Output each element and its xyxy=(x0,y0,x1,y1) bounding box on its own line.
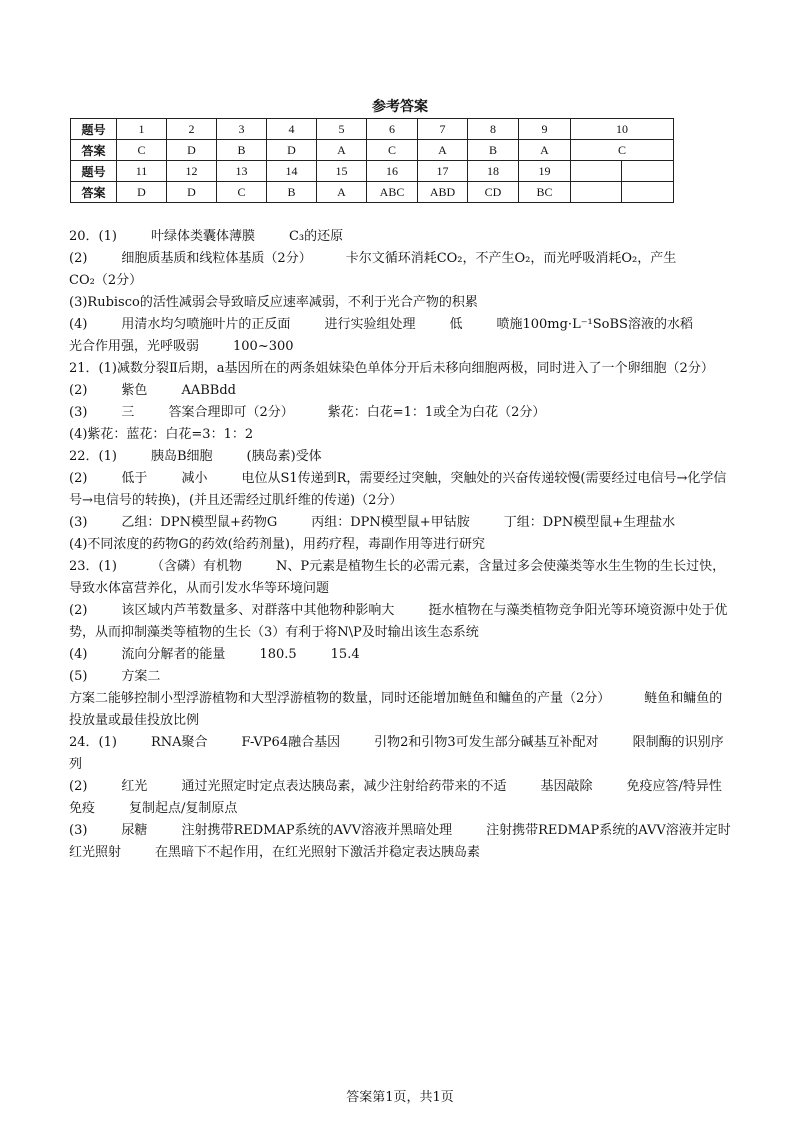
table-cell: 10 xyxy=(571,119,674,140)
table-cell: A xyxy=(418,140,468,161)
answer-line xyxy=(69,270,733,292)
answer-text: 鲢鱼和鳙鱼的投放量或最佳投放比例 xyxy=(69,691,723,728)
answer-text: 红光 xyxy=(121,779,148,794)
table-cell: 13 xyxy=(217,161,267,182)
answer-text: 电位从S1传递到R，需要经过突触，突触处的兴奋传递较慢(需要经过电信号→化学信号→电信号的转换)，(并且还需经过肌纤维的传递)（2分） xyxy=(69,471,727,508)
answer-line xyxy=(69,226,733,248)
question-number: (2) xyxy=(69,603,88,618)
answer-content xyxy=(69,226,733,864)
answer-text: 紫花：白花=1：1或全为白花（2分） xyxy=(327,405,546,420)
page-title: 参考答案 xyxy=(372,99,428,115)
answer-text: 在黑暗下不起作用，在红光照射下激活并稳定表达胰岛素 xyxy=(155,845,481,860)
table-cell: 6 xyxy=(367,119,418,140)
table-cell: 2 xyxy=(167,119,217,140)
table-row xyxy=(71,161,674,182)
answer-line xyxy=(69,732,733,776)
question-number: (3) xyxy=(69,515,88,530)
table-row xyxy=(71,119,674,140)
question-number: 20．(1) xyxy=(69,229,117,244)
answer-text: 注射携带REDMAP系统的AVV溶液并定时红光照射 xyxy=(69,823,731,860)
table-cell xyxy=(622,182,674,203)
answer-text: 乙组：DPN模型鼠+药物G xyxy=(121,515,278,530)
answer-line xyxy=(69,468,733,512)
answer-text: (3)Rubisco的活性减弱会导致暗反应速率减弱，不利于光合产物的积累 xyxy=(69,295,478,310)
answer-label: 答案 xyxy=(71,140,117,161)
answer-line xyxy=(69,336,733,358)
table-cell: 8 xyxy=(468,119,519,140)
table-cell: 5 xyxy=(317,119,367,140)
answer-text: 基因敲除 xyxy=(540,779,593,794)
answer-text: 180.5 xyxy=(259,647,297,662)
answer-text: (胰岛素)受体 xyxy=(246,449,322,464)
answer-text: RNA聚合 xyxy=(150,735,208,750)
answer-line xyxy=(69,358,733,380)
table-cell: 16 xyxy=(367,161,418,182)
page-footer: 答案第1页，共1页 xyxy=(346,1090,454,1105)
answer-text: (4)紫花：蓝花：白花=3：1：2 xyxy=(69,427,254,442)
answer-text: C₃的还原 xyxy=(288,229,344,244)
answer-text: 引物2和引物3可发生部分碱基互补配对 xyxy=(374,735,599,750)
table-cell: 12 xyxy=(167,161,217,182)
answer-line xyxy=(69,314,733,336)
table-cell: 14 xyxy=(267,161,317,182)
answer-text: 紫色 xyxy=(121,383,148,398)
answer-text: 挺水植物在与藻类植物竞争阳光等环境资源中处于优势，从而抑制藻类等植物的生长（3）有利于将N\P及时输出该生态系统 xyxy=(69,603,728,640)
answer-text: 答案合理即可（2分） xyxy=(168,405,294,420)
answer-line xyxy=(69,446,733,468)
table-cell: ABC xyxy=(367,182,418,203)
answer-table xyxy=(70,118,674,203)
answer-text: 21．(1)减数分裂Ⅱ后期，a基因所在的两条姐妹染色单体分开后未移向细胞两极，同时进入了一个卵细胞（2分） xyxy=(69,361,714,376)
answer-text: 丙组：DPN模型鼠+甲钴胺 xyxy=(311,515,470,530)
answer-text: 15.4 xyxy=(330,647,360,662)
table-cell: C xyxy=(217,182,267,203)
question-number: 22．(1) xyxy=(69,449,117,464)
header-label: 题号 xyxy=(71,119,117,140)
table-cell xyxy=(571,161,622,182)
answer-text: 卡尔文循环消耗CO₂，不产生O₂，而光呼吸消耗O₂，产生 xyxy=(345,251,677,266)
table-cell: D xyxy=(267,140,317,161)
question-number: (4) xyxy=(69,647,88,662)
answer-text: 限制酶的识别序列 xyxy=(69,735,724,772)
table-cell: 18 xyxy=(468,161,519,182)
answer-text: （含磷）有机物 xyxy=(150,559,242,574)
answer-text: F-VP64融合基因 xyxy=(241,735,341,750)
answer-line xyxy=(69,292,733,314)
table-cell: C xyxy=(367,140,418,161)
answer-line xyxy=(69,644,733,666)
answer-line xyxy=(69,556,733,600)
question-number: (2) xyxy=(69,251,88,266)
table-row xyxy=(71,182,674,203)
answer-text: 三 xyxy=(121,405,135,420)
table-cell xyxy=(622,161,674,182)
answer-text: 尿糖 xyxy=(121,823,148,838)
table-cell: D xyxy=(167,140,217,161)
answer-line xyxy=(69,402,733,424)
table-cell: B xyxy=(267,182,317,203)
answer-text: 该区域内芦苇数量多、对群落中其他物种影响大 xyxy=(121,603,395,618)
answer-text: 光合作用强，光呼吸弱 xyxy=(69,339,200,354)
table-cell: 9 xyxy=(519,119,571,140)
answer-text: AABBdd xyxy=(181,383,236,398)
answer-text: 注射携带REDMAP系统的AVV溶液并黑暗处理 xyxy=(181,823,453,838)
question-number: 23．(1) xyxy=(69,559,117,574)
table-cell: A xyxy=(519,140,571,161)
table-cell: 19 xyxy=(519,161,571,182)
header-label: 题号 xyxy=(71,161,117,182)
answer-text: 丁组：DPN模型鼠+生理盐水 xyxy=(503,515,676,530)
answer-text: 减小 xyxy=(181,471,208,486)
answer-line xyxy=(69,776,733,820)
answer-line xyxy=(69,666,733,732)
answer-line xyxy=(69,380,733,402)
table-cell xyxy=(571,182,622,203)
question-number: (2) xyxy=(69,779,88,794)
table-cell: D xyxy=(167,182,217,203)
answer-text: 用清水均匀喷施叶片的正反面 xyxy=(121,317,291,332)
answer-text: (4)不同浓度的药物G的药效(给药剂量)，用药疗程，毒副作用等进行研究 xyxy=(69,537,485,552)
answer-text: 喷施100mg·L⁻¹SoBS溶液的水稻 xyxy=(496,317,693,332)
table-cell: 15 xyxy=(317,161,367,182)
table-cell: 4 xyxy=(267,119,317,140)
answer-text: 进行实验组处理 xyxy=(324,317,416,332)
table-cell: 1 xyxy=(117,119,167,140)
answer-text: 通过光照定时定点表达胰岛素，减少注射给药带来的不适 xyxy=(181,779,507,794)
table-cell: B xyxy=(217,140,267,161)
question-number: (2) xyxy=(69,383,88,398)
answer-line xyxy=(69,248,733,270)
answer-label: 答案 xyxy=(71,182,117,203)
table-cell: CD xyxy=(468,182,519,203)
answer-text: 细胞质基质和线粒体基质（2分） xyxy=(121,251,312,266)
answer-line xyxy=(69,534,733,556)
table-cell: A xyxy=(317,182,367,203)
table-cell: C xyxy=(571,140,674,161)
table-cell: D xyxy=(117,182,167,203)
answer-text: CO₂（2分） xyxy=(69,273,143,288)
table-cell: BC xyxy=(519,182,571,203)
answer-line xyxy=(69,600,733,644)
answer-text: 方案二能够控制小型浮游植物和大型浮游植物的数量，同时还能增加鲢鱼和鳙鱼的产量（2分） xyxy=(69,691,611,706)
answer-text: 复制起点/复制原点 xyxy=(129,801,238,816)
table-cell: A xyxy=(317,140,367,161)
table-row xyxy=(71,140,674,161)
table-cell: B xyxy=(468,140,519,161)
answer-text: 低于 xyxy=(121,471,148,486)
answer-text: 胰岛B细胞 xyxy=(150,449,213,464)
question-number: 24．(1) xyxy=(69,735,117,750)
table-cell: ABD xyxy=(418,182,468,203)
question-number: (2) xyxy=(69,471,88,486)
table-cell: C xyxy=(117,140,167,161)
answer-text: N、P元素是植物生长的必需元素，含量过多会使藻类等水生生物的生长过快，导致水体富营养化，从而引发水华等环境问题 xyxy=(69,559,726,596)
answer-line xyxy=(69,820,733,864)
question-number: (3) xyxy=(69,405,88,420)
question-number: (3) xyxy=(69,823,88,838)
answer-text: 方案二 xyxy=(121,669,161,684)
answer-text: 免疫应答/特异性免疫 xyxy=(69,779,722,816)
answer-text: 低 xyxy=(449,317,463,332)
answer-line xyxy=(69,424,733,446)
table-cell: 17 xyxy=(418,161,468,182)
answer-line xyxy=(69,512,733,534)
answer-text: 叶绿体类囊体薄膜 xyxy=(150,229,255,244)
table-cell: 7 xyxy=(418,119,468,140)
table-cell: 11 xyxy=(117,161,167,182)
question-number: (5) xyxy=(69,669,88,684)
table-cell: 3 xyxy=(217,119,267,140)
question-number: (4) xyxy=(69,317,88,332)
answer-text: 流向分解者的能量 xyxy=(121,647,226,662)
answer-text: 100~300 xyxy=(233,339,294,354)
